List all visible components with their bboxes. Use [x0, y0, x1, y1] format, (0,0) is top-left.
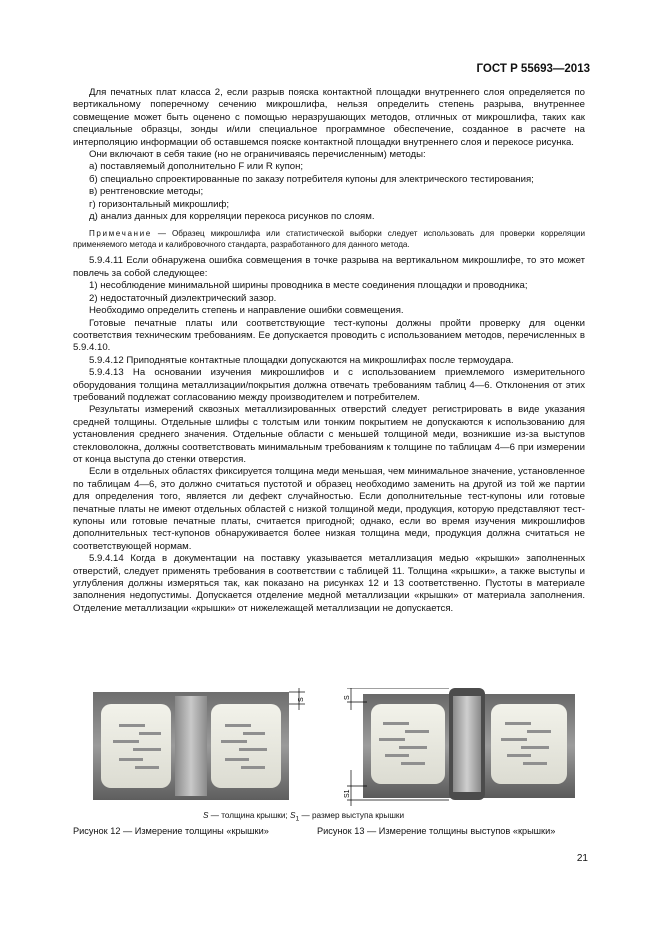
- laminate-right: [491, 704, 567, 784]
- paragraph-degree: Необходимо определить степень и направление ошибки совмещения.: [89, 305, 404, 317]
- caption-figure-12: Рисунок 12 — Измерение толщины «крышки»: [73, 826, 269, 836]
- page-number: 21: [576, 853, 588, 864]
- legend-symbol-s: S: [203, 811, 209, 820]
- laminate-left: [371, 704, 445, 784]
- dim-label-s1: S1: [344, 789, 351, 798]
- dim-label-s: S: [298, 697, 305, 702]
- figure-13-cap-bump: [341, 688, 585, 806]
- laminate-left: [101, 704, 171, 788]
- legend-s-text: — толщина крышки;: [208, 811, 290, 820]
- paragraph-5-9-4-12: 5.9.4.12 Приподнятые контактные площадки допускаются на микрошлифах после термоудара.: [89, 354, 514, 366]
- paragraph-5-9-4-11: 5.9.4.11 Если обнаружена ошибка совмещения в точке разрыва на вертикальном микрошлифе, то это может повлечь за собой следующее:: [73, 255, 585, 279]
- list-item: а) поставляемый дополнительно F или R купон;: [89, 161, 304, 173]
- hole-fill: [453, 696, 481, 792]
- dim-label-s: S: [344, 695, 351, 700]
- list-item: г) горизонтальный микрошлиф;: [89, 198, 230, 210]
- paragraph-results: Результаты измерений сквозных металлизированных отверстий следует регистрировать в виде указания средней толщины. Отдельные шлифы с толстым или тонким покрытием не допускаются к использованию для установления среднего значения. Отдельные области с меньшей толщиной меди, возникшие из-за выступов стекловолокна, должны соответствовать минимальным требованиям к толщине по таблицам 4—6 при измерении от конца выступа до стенки отверстия.: [73, 404, 585, 465]
- list-item: 2) недостаточный диэлектрический зазор.: [89, 292, 277, 304]
- legend-symbol-s1: S: [289, 811, 296, 820]
- paragraph-methods-intro: Они включают в себя такие (но не ограничиваясь перечисленным) методы:: [89, 149, 426, 161]
- note: [73, 228, 585, 250]
- list-item: д) анализ данных для корреляции перекоса рисунков по слоям.: [89, 211, 375, 223]
- caption-figure-13: Рисунок 13 — Измерение толщины выступов «крышки»: [317, 826, 556, 836]
- paragraph-class2: Для печатных плат класса 2, если разрыв пояска контактной площадки внутреннего слоя определяется по вертикальному поперечному сечению микрошлифа, нельзя определить степень разрыва, внутреннее совмещение может быть оценено с помощью неразрушающих методов, отличных от микрошлифа, таких как специальные образцы, зонды и/или специальное программное обеспечение, созданное в расчете на интерполяцию информации об оставшемся пояске контактной площадки внутреннего слоя и перекосе рисунка.: [73, 87, 585, 148]
- legend-symbol-s1-sub: 1: [295, 815, 300, 823]
- list-item: б) специально спроектированные по заказу потребителя купоны для электрического тестирования;: [89, 173, 534, 185]
- figure-legend: [203, 811, 404, 823]
- list-item: 1) несоблюдение минимальной ширины проводника в месте соединения площадки и проводника;: [89, 280, 528, 292]
- paragraph-ready-boards: Готовые печатные платы или соответствующие тест-купоны должны пройти проверку для оценки соответствия техническим требованиям. Ее допускается проводить с использованием методов, перечисленных в 5.9.4.10.: [73, 317, 585, 354]
- note-label: Примечание: [89, 229, 152, 239]
- paragraph-5-9-4-14: 5.9.4.14 Когда в документации на поставку указывается металлизация медью «крышки» заполненных отверстий, следует применять требования в соответствии с таблицей 11. Толщина «крышки», а также выступы и углубления должны измеряться так, как показано на рисунках 12 и 13 соответственно. Пустоты в материале заполнения недопустимы. Допускается отделение медной металлизации «крышки» от материала заполнения. Отделение металлизации «крышки» от нижележащей металлизации не допускается.: [73, 553, 585, 614]
- list-item: в) рентгеновские методы;: [89, 186, 204, 198]
- laminate-right: [211, 704, 281, 788]
- paragraph-5-9-4-13: 5.9.4.13 На основании изучения микрошлифов и с использованием приемлемого измерительного оборудования толщина металлизации/покрытия должна отвечать требованиям таблиц 4—6. Отклонения от этих требований подлежат согласованию между производителем и потребителем.: [73, 367, 585, 403]
- paragraph-isolated-areas: Если в отдельных областях фиксируется толщина меди меньшая, чем минимальное значение, установленное по таблицам 4—6, это должно считаться пустотой и образец необходимо заменить на другой из той же партии для определения того, является ли дефект случайностью. Если дополнительные тест-купоны или готовые печатные платы не имеют отдельных областей с низкой толщиной меди, продукция, которую представляют тест-купоны или готовые печатные платы, считается пригодной; однако, если во время изучения микрошлифов дополнительных тест-купонов обнаруживается более низкая толщина меди, продукция должна считаться не соответствующей нормам.: [73, 466, 585, 552]
- figure-12-cap-thickness: [93, 688, 308, 803]
- legend-s1-text: — размер выступа крышки: [299, 811, 405, 820]
- hole-fill: [175, 696, 207, 796]
- main-text: [73, 87, 585, 615]
- note-text: — Образец микрошлифа или статистической выборки следует использовать для проверки корреляции применяемого метода и калибровочного стандарта, разработанного для данного метода.: [73, 229, 585, 250]
- standard-designation: ГОСТ Р 55693—2013: [476, 63, 590, 75]
